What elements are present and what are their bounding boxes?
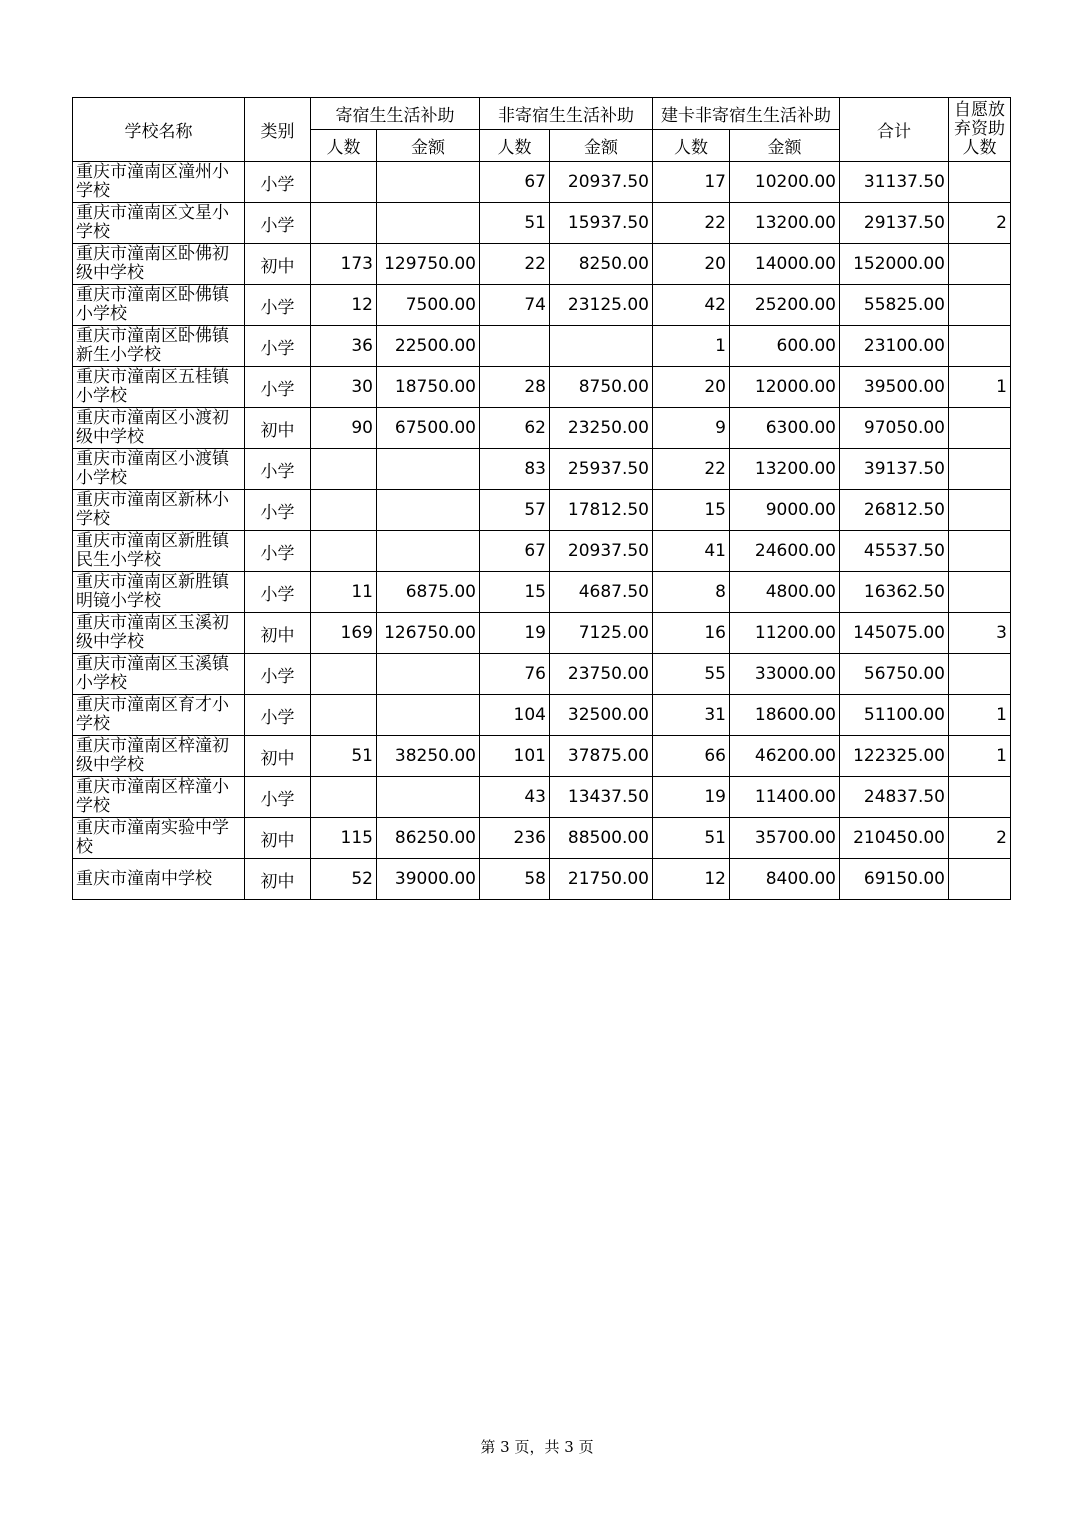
school-name-cell: 重庆市潼南实验中学校	[73, 818, 245, 859]
table-row	[73, 613, 1011, 654]
category-cell: 初中	[245, 859, 311, 900]
boarding-count-cell	[311, 203, 377, 244]
giveup-cell	[949, 408, 1011, 449]
category-cell: 初中	[245, 408, 311, 449]
nonboarding-count-cell: 43	[480, 777, 550, 818]
table-row	[73, 490, 1011, 531]
giveup-cell: 1	[949, 695, 1011, 736]
category-cell: 小学	[245, 490, 311, 531]
giveup-cell: 1	[949, 367, 1011, 408]
boarding-count-cell: 30	[311, 367, 377, 408]
category-cell: 小学	[245, 449, 311, 490]
nonboarding-amount-cell: 25937.50	[550, 449, 653, 490]
table-header	[73, 98, 1011, 162]
nonboarding-count-cell: 76	[480, 654, 550, 695]
category-cell: 初中	[245, 818, 311, 859]
boarding-amount-cell	[377, 490, 480, 531]
card-amount-cell: 35700.00	[730, 818, 840, 859]
nonboarding-amount-cell: 8250.00	[550, 244, 653, 285]
total-cell: 210450.00	[840, 818, 949, 859]
category-cell: 初中	[245, 613, 311, 654]
total-cell: 122325.00	[840, 736, 949, 777]
card-count-cell: 20	[653, 367, 730, 408]
category-cell: 小学	[245, 367, 311, 408]
table-row	[73, 531, 1011, 572]
table-row	[73, 449, 1011, 490]
giveup-cell	[949, 654, 1011, 695]
nonboarding-amount-cell: 7125.00	[550, 613, 653, 654]
total-cell: 56750.00	[840, 654, 949, 695]
total-cell: 29137.50	[840, 203, 949, 244]
nonboarding-count-cell: 57	[480, 490, 550, 531]
boarding-count-cell: 169	[311, 613, 377, 654]
card-amount-cell: 11400.00	[730, 777, 840, 818]
card-amount-cell: 6300.00	[730, 408, 840, 449]
boarding-count-cell: 115	[311, 818, 377, 859]
giveup-cell	[949, 326, 1011, 367]
giveup-cell	[949, 244, 1011, 285]
boarding-count-cell: 36	[311, 326, 377, 367]
school-name-cell: 重庆市潼南区卧佛镇小学校	[73, 285, 245, 326]
total-cell: 45537.50	[840, 531, 949, 572]
card-amount-cell: 4800.00	[730, 572, 840, 613]
table-row	[73, 736, 1011, 777]
boarding-amount-cell: 39000.00	[377, 859, 480, 900]
boarding-amount-cell	[377, 162, 480, 203]
giveup-cell: 2	[949, 818, 1011, 859]
total-cell: 69150.00	[840, 859, 949, 900]
giveup-cell	[949, 572, 1011, 613]
boarding-amount-cell: 38250.00	[377, 736, 480, 777]
nonboarding-amount-cell	[550, 326, 653, 367]
nonboarding-count-cell: 101	[480, 736, 550, 777]
total-cell: 24837.50	[840, 777, 949, 818]
category-cell: 小学	[245, 162, 311, 203]
header-nonboarding-amount: 金额	[550, 130, 653, 162]
school-name-cell: 重庆市潼南区卧佛初级中学校	[73, 244, 245, 285]
nonboarding-amount-cell: 15937.50	[550, 203, 653, 244]
boarding-count-cell: 11	[311, 572, 377, 613]
header-voluntary-giveup: 自愿放弃资助人数	[949, 98, 1011, 162]
school-name-cell: 重庆市潼南区育才小学校	[73, 695, 245, 736]
school-name-cell: 重庆市潼南区新胜镇明镜小学校	[73, 572, 245, 613]
table-row	[73, 695, 1011, 736]
table-row	[73, 285, 1011, 326]
boarding-count-cell: 51	[311, 736, 377, 777]
total-cell: 97050.00	[840, 408, 949, 449]
card-count-cell: 22	[653, 449, 730, 490]
nonboarding-count-cell: 15	[480, 572, 550, 613]
boarding-count-cell	[311, 162, 377, 203]
card-count-cell: 66	[653, 736, 730, 777]
header-total: 合计	[840, 98, 949, 162]
category-cell: 小学	[245, 531, 311, 572]
boarding-amount-cell: 67500.00	[377, 408, 480, 449]
card-count-cell: 12	[653, 859, 730, 900]
table-row	[73, 244, 1011, 285]
total-cell: 16362.50	[840, 572, 949, 613]
card-amount-cell: 11200.00	[730, 613, 840, 654]
school-name-cell: 重庆市潼南区文星小学校	[73, 203, 245, 244]
boarding-amount-cell: 22500.00	[377, 326, 480, 367]
nonboarding-count-cell: 104	[480, 695, 550, 736]
nonboarding-count-cell: 51	[480, 203, 550, 244]
header-boarding-subsidy: 寄宿生生活补助	[311, 98, 480, 130]
total-cell: 39137.50	[840, 449, 949, 490]
nonboarding-amount-cell: 8750.00	[550, 367, 653, 408]
boarding-count-cell	[311, 777, 377, 818]
category-cell: 小学	[245, 203, 311, 244]
nonboarding-amount-cell: 88500.00	[550, 818, 653, 859]
table-body	[73, 162, 1011, 900]
nonboarding-count-cell: 74	[480, 285, 550, 326]
card-count-cell: 42	[653, 285, 730, 326]
nonboarding-amount-cell: 20937.50	[550, 162, 653, 203]
card-amount-cell: 24600.00	[730, 531, 840, 572]
card-amount-cell: 18600.00	[730, 695, 840, 736]
nonboarding-count-cell: 83	[480, 449, 550, 490]
giveup-cell	[949, 777, 1011, 818]
table-row	[73, 408, 1011, 449]
nonboarding-amount-cell: 32500.00	[550, 695, 653, 736]
boarding-amount-cell: 129750.00	[377, 244, 480, 285]
card-amount-cell: 12000.00	[730, 367, 840, 408]
header-card-count: 人数	[653, 130, 730, 162]
category-cell: 小学	[245, 326, 311, 367]
nonboarding-amount-cell: 21750.00	[550, 859, 653, 900]
nonboarding-count-cell: 62	[480, 408, 550, 449]
boarding-amount-cell	[377, 203, 480, 244]
card-count-cell: 8	[653, 572, 730, 613]
nonboarding-count-cell: 58	[480, 859, 550, 900]
nonboarding-count-cell: 67	[480, 531, 550, 572]
card-amount-cell: 600.00	[730, 326, 840, 367]
table-row	[73, 367, 1011, 408]
card-count-cell: 55	[653, 654, 730, 695]
category-cell: 初中	[245, 736, 311, 777]
header-nonboarding-count: 人数	[480, 130, 550, 162]
category-cell: 小学	[245, 695, 311, 736]
nonboarding-amount-cell: 23125.00	[550, 285, 653, 326]
school-name-cell: 重庆市潼南区玉溪初级中学校	[73, 613, 245, 654]
page-footer: 第 3 页，共 3 页	[480, 1438, 594, 1456]
nonboarding-amount-cell: 13437.50	[550, 777, 653, 818]
table-row	[73, 777, 1011, 818]
nonboarding-amount-cell: 23250.00	[550, 408, 653, 449]
boarding-amount-cell	[377, 654, 480, 695]
header-boarding-amount: 金额	[377, 130, 480, 162]
card-count-cell: 9	[653, 408, 730, 449]
nonboarding-count-cell: 236	[480, 818, 550, 859]
card-amount-cell: 10200.00	[730, 162, 840, 203]
total-cell: 39500.00	[840, 367, 949, 408]
school-name-cell: 重庆市潼南区小渡初级中学校	[73, 408, 245, 449]
giveup-cell	[949, 162, 1011, 203]
giveup-cell	[949, 285, 1011, 326]
boarding-count-cell	[311, 654, 377, 695]
table-row	[73, 326, 1011, 367]
card-count-cell: 22	[653, 203, 730, 244]
nonboarding-amount-cell: 20937.50	[550, 531, 653, 572]
card-count-cell: 20	[653, 244, 730, 285]
table-row	[73, 859, 1011, 900]
total-cell: 26812.50	[840, 490, 949, 531]
boarding-count-cell: 52	[311, 859, 377, 900]
total-cell: 31137.50	[840, 162, 949, 203]
school-name-cell: 重庆市潼南区潼州小学校	[73, 162, 245, 203]
boarding-amount-cell	[377, 695, 480, 736]
card-count-cell: 16	[653, 613, 730, 654]
giveup-cell	[949, 490, 1011, 531]
school-name-cell: 重庆市潼南区新林小学校	[73, 490, 245, 531]
card-count-cell: 1	[653, 326, 730, 367]
subsidy-table	[72, 97, 1011, 900]
boarding-count-cell	[311, 695, 377, 736]
table-row	[73, 572, 1011, 613]
header-nonboarding-subsidy: 非寄宿生生活补助	[480, 98, 653, 130]
giveup-cell	[949, 531, 1011, 572]
nonboarding-amount-cell: 4687.50	[550, 572, 653, 613]
card-amount-cell: 13200.00	[730, 449, 840, 490]
header-school-name: 学校名称	[73, 98, 245, 162]
nonboarding-amount-cell: 17812.50	[550, 490, 653, 531]
nonboarding-count-cell: 22	[480, 244, 550, 285]
school-name-cell: 重庆市潼南区梓潼小学校	[73, 777, 245, 818]
card-amount-cell: 33000.00	[730, 654, 840, 695]
nonboarding-count-cell: 67	[480, 162, 550, 203]
school-name-cell: 重庆市潼南区卧佛镇新生小学校	[73, 326, 245, 367]
boarding-amount-cell	[377, 777, 480, 818]
table-row	[73, 203, 1011, 244]
nonboarding-count-cell: 28	[480, 367, 550, 408]
nonboarding-amount-cell: 23750.00	[550, 654, 653, 695]
header-card-nonboarding-subsidy: 建卡非寄宿生生活补助	[653, 98, 840, 130]
card-count-cell: 15	[653, 490, 730, 531]
header-card-amount: 金额	[730, 130, 840, 162]
boarding-count-cell	[311, 531, 377, 572]
school-name-cell: 重庆市潼南区小渡镇小学校	[73, 449, 245, 490]
card-count-cell: 19	[653, 777, 730, 818]
header-boarding-count: 人数	[311, 130, 377, 162]
card-count-cell: 51	[653, 818, 730, 859]
giveup-cell: 1	[949, 736, 1011, 777]
boarding-amount-cell	[377, 449, 480, 490]
card-amount-cell: 46200.00	[730, 736, 840, 777]
total-cell: 55825.00	[840, 285, 949, 326]
card-count-cell: 41	[653, 531, 730, 572]
category-cell: 小学	[245, 285, 311, 326]
boarding-amount-cell	[377, 531, 480, 572]
table-row	[73, 818, 1011, 859]
school-name-cell: 重庆市潼南区梓潼初级中学校	[73, 736, 245, 777]
boarding-count-cell: 173	[311, 244, 377, 285]
boarding-count-cell: 90	[311, 408, 377, 449]
boarding-amount-cell: 7500.00	[377, 285, 480, 326]
category-cell: 小学	[245, 777, 311, 818]
card-amount-cell: 14000.00	[730, 244, 840, 285]
boarding-count-cell: 12	[311, 285, 377, 326]
category-cell: 初中	[245, 244, 311, 285]
nonboarding-count-cell	[480, 326, 550, 367]
boarding-amount-cell: 86250.00	[377, 818, 480, 859]
card-count-cell: 17	[653, 162, 730, 203]
giveup-cell: 2	[949, 203, 1011, 244]
nonboarding-count-cell: 19	[480, 613, 550, 654]
card-amount-cell: 9000.00	[730, 490, 840, 531]
boarding-amount-cell: 126750.00	[377, 613, 480, 654]
total-cell: 23100.00	[840, 326, 949, 367]
boarding-count-cell	[311, 449, 377, 490]
header-category: 类别	[245, 98, 311, 162]
school-name-cell: 重庆市潼南区五桂镇小学校	[73, 367, 245, 408]
card-amount-cell: 13200.00	[730, 203, 840, 244]
school-name-cell: 重庆市潼南区玉溪镇小学校	[73, 654, 245, 695]
boarding-count-cell	[311, 490, 377, 531]
category-cell: 小学	[245, 572, 311, 613]
table-row	[73, 162, 1011, 203]
school-name-cell: 重庆市潼南区新胜镇民生小学校	[73, 531, 245, 572]
giveup-cell: 3	[949, 613, 1011, 654]
giveup-cell	[949, 859, 1011, 900]
card-count-cell: 31	[653, 695, 730, 736]
category-cell: 小学	[245, 654, 311, 695]
nonboarding-amount-cell: 37875.00	[550, 736, 653, 777]
card-amount-cell: 25200.00	[730, 285, 840, 326]
card-amount-cell: 8400.00	[730, 859, 840, 900]
boarding-amount-cell: 18750.00	[377, 367, 480, 408]
giveup-cell	[949, 449, 1011, 490]
school-name-cell: 重庆市潼南中学校	[73, 859, 245, 900]
boarding-amount-cell: 6875.00	[377, 572, 480, 613]
table-row	[73, 654, 1011, 695]
total-cell: 145075.00	[840, 613, 949, 654]
total-cell: 152000.00	[840, 244, 949, 285]
total-cell: 51100.00	[840, 695, 949, 736]
